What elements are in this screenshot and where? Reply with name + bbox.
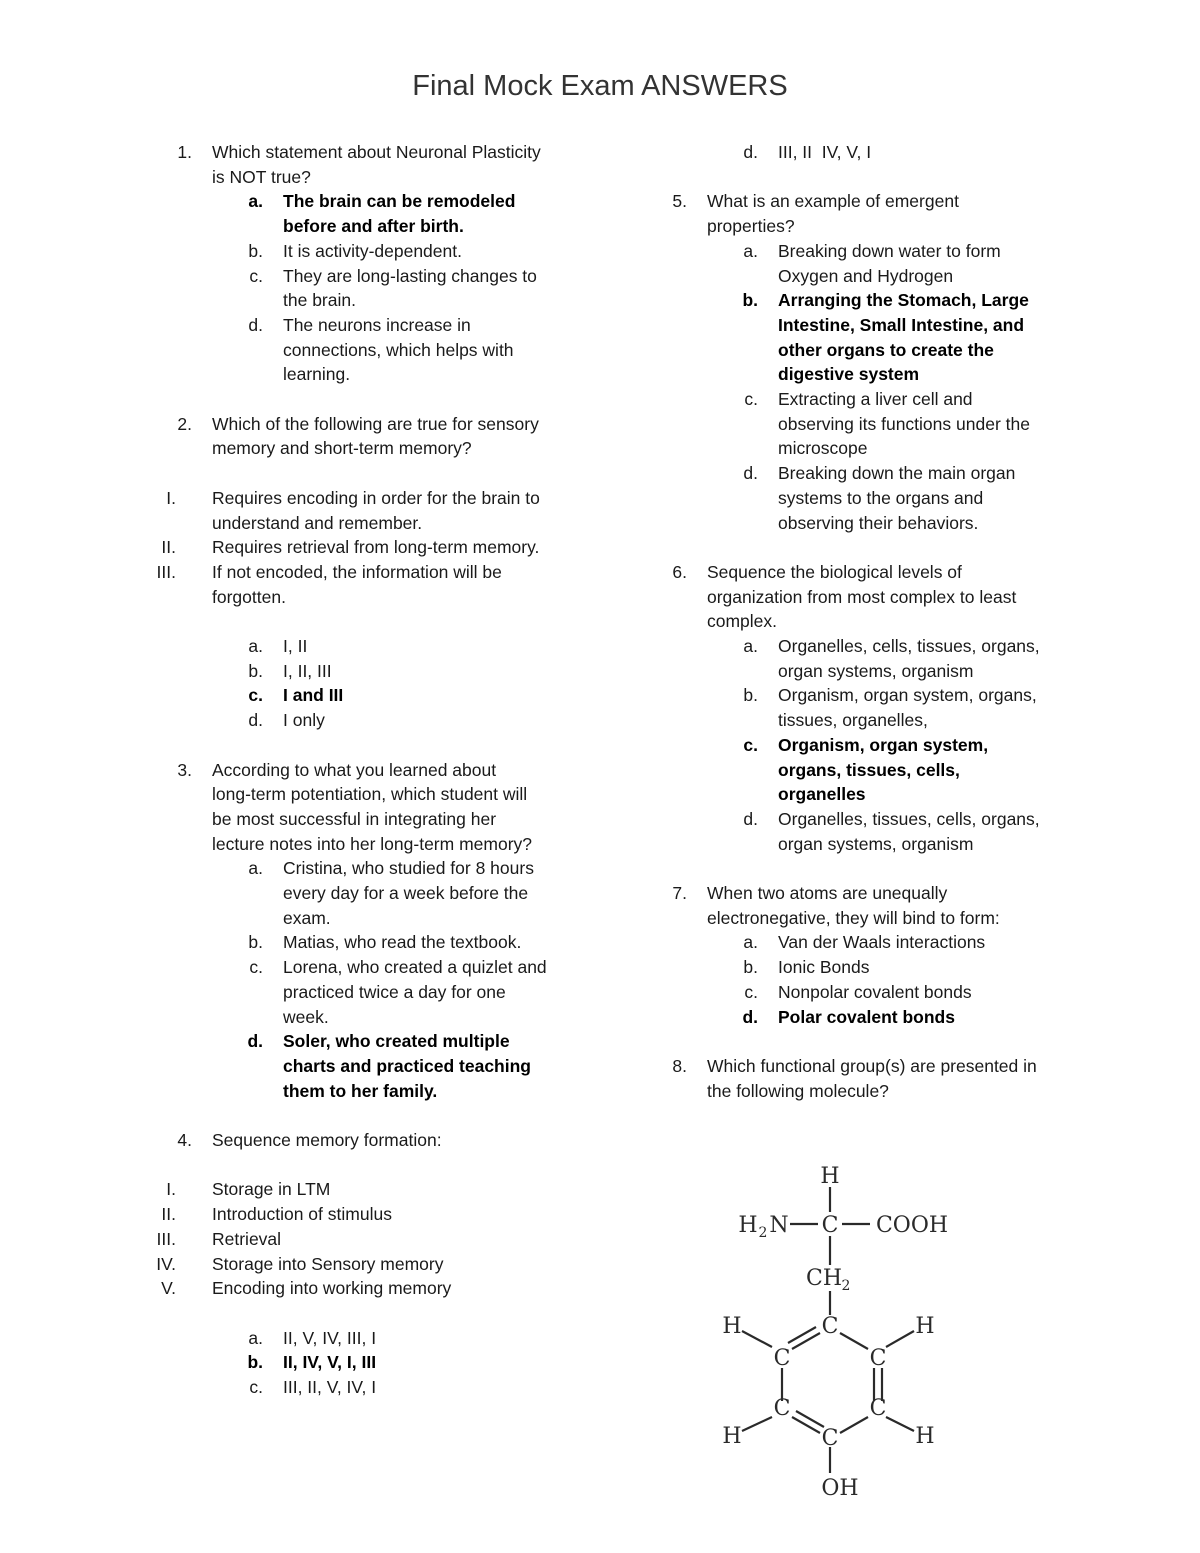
option-text: organ systems, organism bbox=[778, 833, 974, 854]
option-text: the brain. bbox=[283, 290, 356, 311]
option-c bbox=[635, 387, 1075, 412]
option-text: systems to the organs and bbox=[778, 487, 984, 508]
option-text: Soler, who created multiple bbox=[283, 1031, 510, 1052]
option-text: III, II, V, IV, I bbox=[283, 1377, 377, 1398]
option-b bbox=[140, 930, 580, 955]
question-text: complex. bbox=[707, 611, 778, 632]
option-text: Extracting a liver cell and bbox=[778, 389, 973, 410]
option-letter: c. bbox=[249, 1377, 263, 1398]
option-text: week. bbox=[283, 1006, 329, 1027]
question-text: electronegative, they will bind to form: bbox=[707, 907, 1000, 928]
option-text: Breaking down the main organ bbox=[778, 463, 1016, 484]
option-text: Polar covalent bonds bbox=[778, 1006, 955, 1027]
question-text: What is an example of emergent bbox=[707, 191, 959, 212]
statement-ii bbox=[140, 1202, 580, 1227]
bond bbox=[788, 1327, 816, 1343]
statement-roman: II. bbox=[161, 537, 176, 558]
option-c bbox=[635, 980, 1075, 1005]
statement-v bbox=[140, 1276, 580, 1301]
bond bbox=[796, 1411, 824, 1427]
question-text: be most successful in integrating her bbox=[212, 808, 497, 829]
option-text: observing its functions under the bbox=[778, 413, 1030, 434]
question-text: Which functional group(s) are presented in bbox=[707, 1055, 1037, 1076]
question-number: 6. bbox=[672, 561, 687, 582]
question-8 bbox=[635, 1054, 1075, 1103]
option-text: II, V, IV, III, I bbox=[283, 1327, 377, 1348]
option-text: Intestine, Small Intestine, and bbox=[778, 314, 1025, 335]
statement-roman: V. bbox=[161, 1278, 176, 1299]
option-text: I, II bbox=[283, 636, 308, 657]
option-d bbox=[140, 708, 580, 733]
option-c bbox=[140, 1375, 580, 1400]
question-number: 7. bbox=[672, 883, 687, 904]
bond bbox=[792, 1417, 820, 1433]
option-b bbox=[635, 683, 1075, 708]
bond bbox=[886, 1417, 914, 1431]
question-text: Which statement about Neuronal Plasticity bbox=[212, 142, 541, 162]
option-text: Nonpolar covalent bonds bbox=[778, 981, 972, 1002]
statement-roman: I. bbox=[166, 1179, 176, 1200]
option-letter: d. bbox=[247, 1031, 263, 1052]
question-text: properties? bbox=[707, 216, 795, 237]
statement-text: Requires encoding in order for the brain to bbox=[212, 487, 540, 508]
option-text: learning. bbox=[283, 364, 351, 385]
option-letter: c. bbox=[743, 734, 758, 755]
option-letter: d. bbox=[248, 710, 263, 731]
atom-h: H bbox=[820, 1164, 840, 1189]
option-a-correct bbox=[140, 189, 580, 214]
option-text: Ionic Bonds bbox=[778, 957, 870, 978]
option-a bbox=[635, 930, 1075, 955]
option-letter: a. bbox=[248, 1327, 263, 1348]
bond bbox=[840, 1417, 868, 1433]
option-b bbox=[140, 239, 580, 264]
option-text: It is activity-dependent. bbox=[283, 240, 462, 261]
statement-roman: III. bbox=[156, 561, 176, 582]
atom-c: C bbox=[773, 1396, 791, 1421]
atom-subscript: 2 bbox=[758, 1225, 768, 1241]
question-number: 1. bbox=[177, 142, 192, 162]
option-a bbox=[635, 634, 1075, 659]
option-text: organelles bbox=[778, 784, 866, 805]
statement-iii bbox=[140, 1227, 580, 1252]
question-5 bbox=[635, 189, 1075, 535]
question-number: 2. bbox=[177, 413, 192, 434]
bond bbox=[792, 1333, 820, 1349]
statement-i bbox=[140, 1177, 580, 1202]
option-letter: b. bbox=[742, 290, 758, 311]
atom-h: H bbox=[915, 1314, 935, 1339]
option-c bbox=[140, 955, 580, 980]
option-text: before and after birth. bbox=[283, 216, 464, 237]
option-b bbox=[635, 955, 1075, 980]
option-text: digestive system bbox=[778, 364, 920, 385]
atom-oh: OH bbox=[821, 1476, 859, 1501]
question-4 bbox=[140, 1128, 580, 1400]
option-text: Lorena, who created a quizlet and bbox=[283, 957, 547, 978]
option-letter: a. bbox=[248, 858, 263, 879]
option-text: charts and practiced teaching bbox=[283, 1055, 531, 1076]
option-text: microscope bbox=[778, 438, 868, 459]
statement-text: If not encoded, the information will be bbox=[212, 561, 502, 582]
question-7 bbox=[635, 881, 1075, 1029]
page-title: Final Mock Exam ANSWERS bbox=[412, 70, 788, 102]
question-3 bbox=[140, 758, 580, 1104]
option-letter: b. bbox=[743, 685, 758, 706]
statement-ii bbox=[140, 535, 580, 560]
right-column bbox=[635, 140, 1075, 1103]
option-text: Van der Waals interactions bbox=[778, 932, 986, 953]
option-text: organs, tissues, cells, bbox=[778, 759, 960, 780]
atom-h: H bbox=[722, 1424, 742, 1449]
bond bbox=[886, 1331, 914, 1347]
molecule-diagram bbox=[700, 1155, 990, 1505]
atom-ch: CH bbox=[805, 1266, 843, 1291]
atom-c: C bbox=[821, 1213, 839, 1238]
option-text: them to her family. bbox=[283, 1080, 438, 1101]
option-a bbox=[140, 1326, 580, 1351]
question-number: 3. bbox=[177, 759, 192, 780]
option-text: I and III bbox=[283, 685, 344, 706]
option-letter: d. bbox=[743, 808, 758, 829]
option-letter: d. bbox=[743, 142, 758, 162]
option-text: Oxygen and Hydrogen bbox=[778, 265, 954, 286]
option-letter: a. bbox=[743, 636, 758, 657]
option-letter: a. bbox=[743, 932, 758, 953]
question-text: organization from most complex to least bbox=[707, 586, 1017, 607]
statement-iv bbox=[140, 1252, 580, 1277]
question-4-continued bbox=[635, 140, 1075, 165]
statement-i bbox=[140, 486, 580, 511]
option-letter: b. bbox=[248, 240, 263, 261]
option-b bbox=[140, 659, 580, 684]
statement-text: understand and remember. bbox=[212, 512, 423, 533]
question-text: long-term potentiation, which student will bbox=[212, 784, 528, 805]
option-text: Matias, who read the textbook. bbox=[283, 932, 522, 953]
question-text: is NOT true? bbox=[212, 166, 311, 187]
option-text: observing their behaviors. bbox=[778, 512, 979, 533]
statement-roman: I. bbox=[166, 487, 176, 508]
question-1 bbox=[140, 140, 580, 387]
option-text: Organelles, tissues, cells, organs, bbox=[778, 808, 1040, 829]
molecule-atoms bbox=[722, 1164, 948, 1501]
statement-text: forgotten. bbox=[212, 586, 286, 607]
question-2 bbox=[140, 412, 580, 733]
option-text: III, II IV, V, I bbox=[778, 142, 872, 162]
option-text: Cristina, who studied for 8 hours bbox=[283, 858, 534, 879]
option-d-correct bbox=[140, 1029, 580, 1054]
statement-text: Requires retrieval from long-term memory. bbox=[212, 537, 540, 558]
option-a bbox=[140, 856, 580, 881]
option-letter: a. bbox=[248, 636, 263, 657]
option-c bbox=[140, 264, 580, 289]
option-text: I, II, III bbox=[283, 660, 332, 681]
question-number: 8. bbox=[672, 1055, 687, 1076]
option-text: I only bbox=[283, 710, 325, 731]
option-a bbox=[635, 239, 1075, 264]
option-letter: d. bbox=[743, 463, 758, 484]
statement-text: Retrieval bbox=[212, 1228, 282, 1249]
option-letter: d. bbox=[248, 314, 263, 335]
atom-n: N bbox=[769, 1213, 789, 1238]
option-text: practiced twice a day for one bbox=[283, 981, 506, 1002]
option-text: Organism, organ system, bbox=[778, 734, 989, 755]
option-a bbox=[140, 634, 580, 659]
atom-subscript: 2 bbox=[841, 1278, 851, 1294]
option-letter: b. bbox=[247, 1352, 263, 1373]
atom-cooh: COOH bbox=[875, 1213, 949, 1238]
question-number: 4. bbox=[177, 1130, 192, 1151]
option-text: every day for a week before the bbox=[283, 883, 529, 904]
statement-text: Introduction of stimulus bbox=[212, 1204, 392, 1225]
question-text: the following molecule? bbox=[707, 1080, 889, 1101]
option-text: Organism, organ system, organs, bbox=[778, 685, 1037, 706]
option-text: other organs to create the bbox=[778, 339, 994, 360]
atom-c: C bbox=[869, 1346, 887, 1371]
bond bbox=[742, 1417, 772, 1431]
option-letter: c. bbox=[744, 981, 758, 1002]
statement-text: Storage in LTM bbox=[212, 1179, 331, 1200]
option-text: Breaking down water to form bbox=[778, 240, 1001, 261]
option-text: They are long-lasting changes to bbox=[283, 265, 537, 286]
option-letter: c. bbox=[249, 957, 263, 978]
left-column bbox=[140, 140, 580, 1400]
question-text: lecture notes into her long-term memory? bbox=[212, 833, 532, 854]
option-text: The neurons increase in bbox=[283, 314, 471, 335]
option-letter: b. bbox=[248, 660, 263, 681]
question-text: According to what you learned about bbox=[212, 759, 497, 780]
atom-h: H bbox=[722, 1314, 742, 1339]
bond bbox=[742, 1331, 772, 1347]
atom-c: C bbox=[869, 1396, 887, 1421]
option-d-correct bbox=[635, 1005, 1075, 1030]
question-number: 5. bbox=[672, 191, 687, 212]
option-d bbox=[635, 140, 1075, 165]
option-b-correct bbox=[140, 1350, 580, 1375]
statement-text: Storage into Sensory memory bbox=[212, 1253, 444, 1274]
option-text: connections, which helps with bbox=[283, 339, 514, 360]
bond bbox=[840, 1333, 868, 1349]
option-text: Arranging the Stomach, Large bbox=[778, 290, 1029, 311]
option-text: tissues, organelles, bbox=[778, 710, 928, 731]
option-letter: b. bbox=[248, 932, 263, 953]
option-b-correct bbox=[635, 288, 1075, 313]
option-letter: a. bbox=[743, 240, 758, 261]
atom-c: C bbox=[821, 1426, 839, 1451]
question-text: Sequence memory formation: bbox=[212, 1130, 442, 1151]
option-text: Organelles, cells, tissues, organs, bbox=[778, 636, 1040, 657]
question-text: Which of the following are true for sensory bbox=[212, 413, 539, 434]
option-letter: c. bbox=[248, 685, 263, 706]
atom-c: C bbox=[821, 1314, 839, 1339]
atom-h: H bbox=[738, 1213, 758, 1238]
statement-roman: III. bbox=[156, 1228, 176, 1249]
option-letter: c. bbox=[249, 265, 263, 286]
option-letter: c. bbox=[744, 389, 758, 410]
option-letter: d. bbox=[742, 1006, 758, 1027]
statement-roman: II. bbox=[161, 1204, 176, 1225]
option-text: II, IV, V, I, III bbox=[283, 1352, 377, 1373]
statement-text: Encoding into working memory bbox=[212, 1278, 452, 1299]
option-letter: a. bbox=[248, 191, 263, 212]
statement-iii bbox=[140, 560, 580, 585]
option-text: exam. bbox=[283, 907, 331, 928]
question-text: Sequence the biological levels of bbox=[707, 561, 962, 582]
option-text: organ systems, organism bbox=[778, 660, 974, 681]
atom-c: C bbox=[773, 1346, 791, 1371]
option-d bbox=[635, 807, 1075, 832]
option-d bbox=[635, 461, 1075, 486]
question-text: memory and short-term memory? bbox=[212, 438, 472, 459]
option-text: The brain can be remodeled bbox=[283, 191, 516, 212]
atom-h: H bbox=[915, 1424, 935, 1449]
option-letter: b. bbox=[743, 957, 758, 978]
statement-roman: IV. bbox=[156, 1253, 176, 1274]
question-6 bbox=[635, 560, 1075, 856]
option-c-correct bbox=[635, 733, 1075, 758]
question-text: When two atoms are unequally bbox=[707, 883, 948, 904]
option-d bbox=[140, 313, 580, 338]
option-c-correct bbox=[140, 683, 580, 708]
